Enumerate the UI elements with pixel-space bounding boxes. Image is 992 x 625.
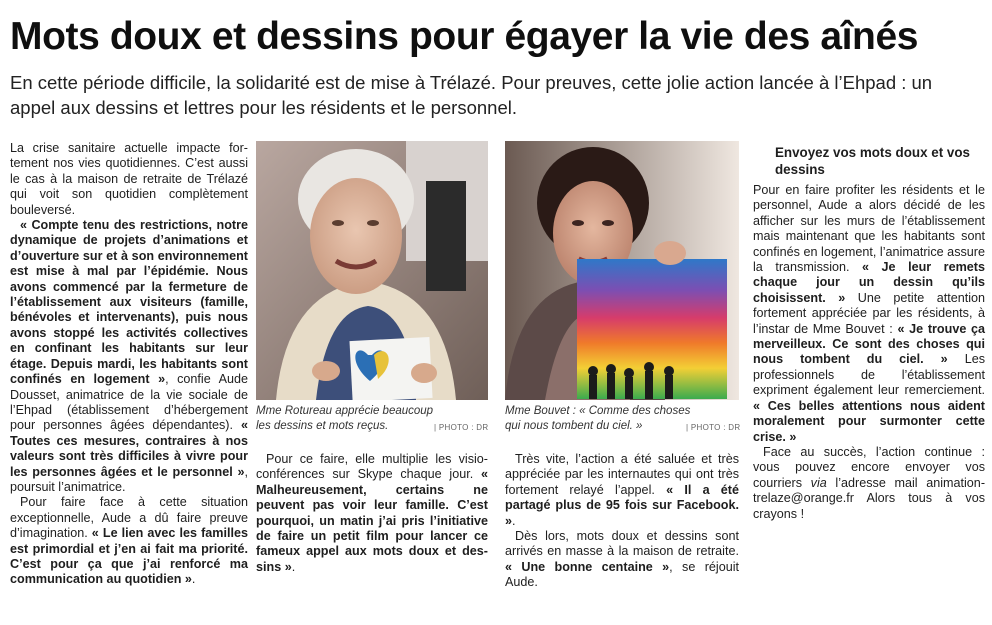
text: Pour ce faire, elle multiplie les visioconférences sur Skype chaque jour. (256, 452, 488, 482)
article-standfirst: En cette période difficile, la solidarité est de mise à Trélazé. Pour preuves, cette jolie action lancée à l’Ehpad : un appel aux dessins et lettres pour les résidents et le personnel. (10, 72, 933, 118)
photo-caption: Mme Bouvet : « Comme des choses qui nous tombent du ciel. » (505, 405, 691, 432)
text: l’adresse mail animationtrelaze@orange.fr Alors tous à vos crayons ! (753, 475, 986, 521)
article-headline: Mots doux et dessins pour égayer la vie des aînés (10, 15, 919, 58)
paragraph (505, 529, 739, 591)
text: Pour faire face à cette situation exceptionnelle, Aude a dû faire preuve d’imagination. (10, 495, 248, 541)
article-column-1 (10, 141, 248, 588)
photo-credit: | PHOTO : DR (434, 423, 489, 432)
text: , confie Aude Dousset, animatrice de la vie sociale de l’Ehpad (établissement d’hébergement pour personnes âgées dépendantes). (10, 372, 248, 433)
photo-rotureau (256, 141, 488, 400)
text: via (810, 475, 827, 490)
quote: « Ces belles attentions nous aident moralement pour surmonter cette crise. » (753, 398, 985, 444)
paragraph (256, 452, 488, 575)
quote: « Compte tenu des restrictions, notre dynamique de projets d’animations et d’ouverture sur et à son environnement est mise à mal par l’épidémie. Nous avons commencé par la fermeture de l’établissement aux visiteurs (famille, bénévoles et intervenants), puis nous avons stoppé les activités collectives en confinant les habitants sur leur étage. Depuis mardi, les habitants sont confinés en logement » (10, 218, 248, 387)
paragraph (753, 183, 985, 445)
quote: « Il a été partagé plus de 95 fois sur Facebook. » (505, 482, 740, 528)
text: Dès lors, mots doux et dessins sont arrivés en masse à la maison de retraite. (505, 529, 739, 559)
elderly-woman-heart-drawing-image (256, 141, 488, 400)
text: , poursuit l’animatrice. (10, 464, 248, 494)
text: Les professionnels de l’établissement expriment également leur remerciement. (753, 352, 986, 398)
article-subhead: Envoyez vos mots doux et vos dessins (775, 145, 970, 177)
text: . (512, 513, 516, 528)
photo-caption: Mme Rotureau apprécie beaucoup les dessins et mots reçus. (256, 405, 434, 432)
quote: « Toutes ces mesures, contraires à nos valeurs sont très difficiles à vivre pour les personnes âgées et le personnel » (10, 418, 248, 479)
quote: « Le lien avec les familles est primordial et j’en ai fait ma priorité. C’est pour ça que j’ai renforcé ma communication au quotidien » (10, 526, 248, 587)
text: , se réjouit Aude. (505, 559, 739, 590)
quote: « Je trouve ça merveilleux. Ce sont des choses qui nous tombent du ciel. » (753, 321, 986, 367)
quote: « Je leur remets chaque jour un dessin qu’ils choisissent. » (753, 260, 985, 305)
paragraph (10, 218, 248, 495)
text: Pour en faire profiter les résidents et le personnel, Aude a alors décidé de les afficher sur les murs de l’établissement mais maintenant que les habitants sont confinés en logement, l’animatrice assure la transmission. (753, 183, 985, 275)
elderly-woman-rainbow-drawing-image (505, 141, 739, 400)
article-column-4 (753, 141, 985, 522)
paragraph (10, 495, 248, 587)
text: Une petite attention fortement appréciée par les résidents, à l’instar de Mme Bouvet : (753, 290, 986, 336)
article-column-2 (256, 452, 488, 575)
photo-bouvet (505, 141, 739, 400)
photo-credit: | PHOTO : DR (686, 423, 741, 432)
quote: « Une bonne centaine » (505, 559, 670, 574)
paragraph (505, 452, 739, 529)
paragraph: La crise sanitaire actuelle impacte fortement nos vies quotidiennes. C’est aussi le cas à la maison de retraite de Trélazé qui voit son quotidien complètement bouleversé. (10, 141, 248, 217)
text: Très vite, l’action a été saluée et très appréciée par les internautes qui ont très fortement relayé l’appel. (505, 452, 739, 497)
article-column-3 (505, 452, 739, 591)
text: . (191, 572, 196, 587)
text: Face au succès, l’action continue : vous pouvez encore envoyer vos courriers (753, 444, 985, 490)
text: . (291, 559, 296, 574)
quote: « Malheureusement, certains ne peuvent pas voir leur famille. C’est pourquoi, un matin j’ai pris l’initiative de faire un petit film pour lancer ce fameux appel aux mots doux et dessins » (256, 467, 488, 574)
paragraph (753, 445, 985, 522)
